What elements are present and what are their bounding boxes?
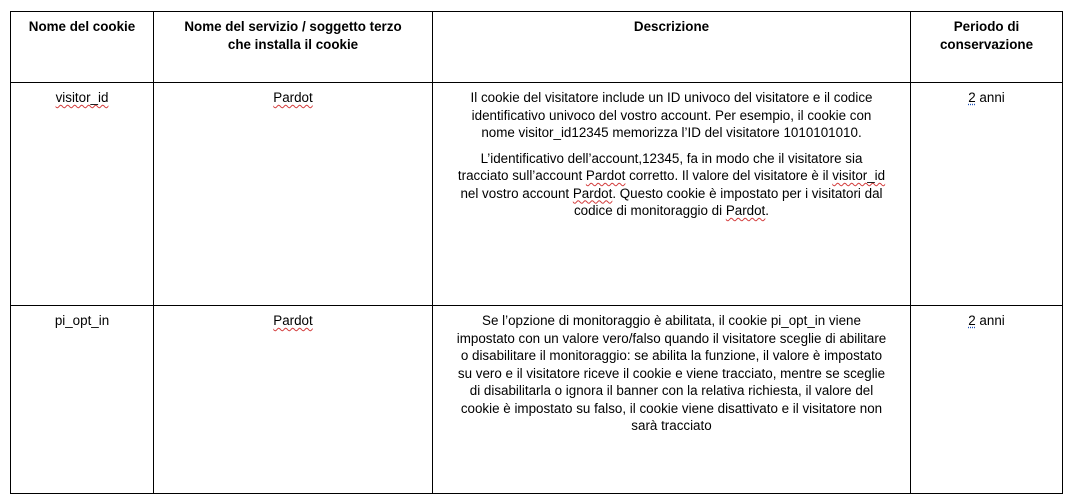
retention-cell: 2 anni xyxy=(911,83,1063,306)
service-cell: Pardot xyxy=(154,306,433,494)
cookie-name-cell: visitor_id xyxy=(11,83,154,306)
description-paragraph: L’identificativo dell’account,12345, fa in modo che il visitatore sia tracciato sull’account Pardot corretto. Il valore del visitatore è il visitor_id nel vostro account Pardot. Questo cookie è impostato per i visitatori dal codice di monitoraggio di Pardot. xyxy=(457,150,886,218)
table-row xyxy=(11,83,1063,306)
service-cell: Pardot xyxy=(154,83,433,306)
cookie-name-cell: pi_opt_in xyxy=(11,306,154,494)
table-row xyxy=(11,306,1063,494)
retention-cell: 2 anni xyxy=(911,306,1063,494)
cookie-table xyxy=(10,11,1063,494)
header-service-name: Nome del servizio / soggetto terzo che installa il cookie xyxy=(154,12,433,83)
header-cookie-name: Nome del cookie xyxy=(11,12,154,83)
header-description: Descrizione xyxy=(433,12,911,83)
description-cell: Se l’opzione di monitoraggio è abilitata, il cookie pi_opt_in viene impostato con un valore vero/falso quando il visitatore sceglie di abilitare o disabilitare il monitoraggio: se abilita la funzione, il valore è impostato su vero e il visitatore riceve il cookie e viene tracciato, mentre se sceglie di disabilitarla o ignora il banner con la relativa richiesta, il valore del cookie è impostato su falso, il cookie viene disattivato e il visitatore non sarà tracciato xyxy=(433,306,911,494)
header-row xyxy=(11,12,1063,83)
description-paragraph: Il cookie del visitatore include un ID univoco del visitatore e il codice identificativo univoco del vostro account. Per esempio, il cookie con nome visitor_id12345 memorizza l’ID del visitatore 1010101010. xyxy=(470,90,873,140)
description-cell xyxy=(433,83,911,306)
header-retention: Periodo di conservazione xyxy=(911,12,1063,83)
